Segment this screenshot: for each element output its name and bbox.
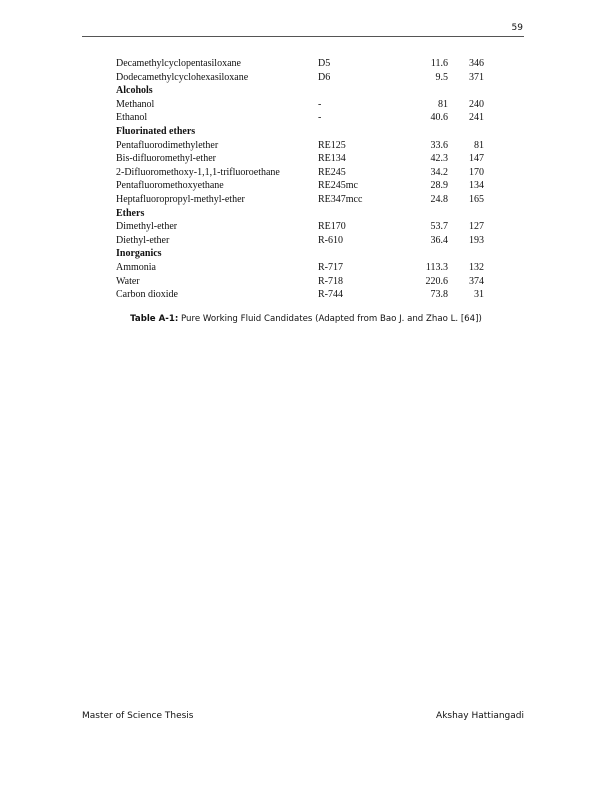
code-cell: RE245mc [318,180,358,192]
code-cell: D6 [318,71,331,83]
code-cell: RE347mcc [318,193,363,205]
table-row [116,71,484,85]
code-cell: RE134 [318,153,346,165]
pres-cell: 134 [469,180,484,192]
pres-cell: 193 [469,234,484,246]
temp-cell: 36.4 [430,234,448,246]
name-cell: Ethanol [116,112,148,124]
table-row [116,193,484,207]
category-row [116,247,484,261]
code-cell: R-610 [318,234,343,246]
pres-cell: 170 [469,166,484,178]
header-rule [82,36,524,37]
code-cell: R-744 [318,289,343,301]
table-row [116,220,484,234]
category-name-cell: Alcohols [116,85,153,97]
name-cell: 2-Difluoromethoxy-1,1,1-trifluoroethane [116,166,280,178]
category-row [116,125,484,139]
name-cell: Heptafluoropropyl-methyl-ether [116,193,245,205]
temp-cell: 81 [438,98,448,110]
temp-cell: 53.7 [430,221,448,233]
temp-cell: 34.2 [430,166,448,178]
table-row [116,57,484,71]
code-cell: D5 [318,58,331,69]
footer-author: Akshay Hattiangadi [436,711,524,721]
table-row [116,111,484,125]
name-cell: Diethyl-ether [116,234,170,246]
pres-cell: 374 [469,275,484,287]
category-row [116,84,484,98]
pres-cell: 346 [469,58,484,69]
pres-cell: 165 [469,193,484,205]
page-number: 59 [511,23,523,33]
table-row [116,139,484,153]
pres-cell: 371 [469,71,484,83]
name-cell: Pentafluoromethoxyethane [116,180,224,192]
table-row [116,288,484,302]
pres-cell: 147 [469,153,484,165]
pres-cell: 241 [469,112,484,124]
fluid-candidates-table [116,57,484,302]
pres-cell: 240 [469,98,484,110]
pres-cell: 132 [469,261,484,273]
table-row [116,152,484,166]
code-cell: - [318,112,322,124]
table-row [116,234,484,248]
table-row [116,275,484,289]
footer-thesis-title: Master of Science Thesis [82,711,194,721]
category-name-cell: Ethers [116,207,145,219]
name-cell: Methanol [116,98,155,110]
code-cell: RE125 [318,139,346,151]
temp-cell: 113.3 [425,261,448,273]
temp-cell: 42.3 [430,153,448,165]
name-cell: Dimethyl-ether [116,221,178,233]
category-row [116,207,484,221]
category-name-cell: Fluorinated ethers [116,125,196,137]
table-caption-label: Table A-1: [130,314,179,324]
pres-cell: 31 [474,289,484,301]
table-caption-text: Pure Working Fluid Candidates (Adapted from Bao J. and Zhao L. [64]) [178,314,482,324]
name-cell: Dodecamethylcyclohexasiloxane [116,71,249,83]
temp-cell: 40.6 [430,112,448,124]
pres-cell: 81 [474,139,484,151]
code-cell: RE170 [318,221,346,233]
category-name-cell: Inorganics [116,248,162,260]
code-cell: R-718 [318,275,343,287]
temp-cell: 9.5 [435,71,448,83]
name-cell: Decamethylcyclopentasiloxane [116,58,241,69]
table-row [116,166,484,180]
table-caption [0,314,612,324]
table-row [116,179,484,193]
temp-cell: 73.8 [430,289,448,301]
temp-cell: 24.8 [430,193,448,205]
name-cell: Pentafluorodimethylether [116,139,219,151]
table-row [116,261,484,275]
temp-cell: 33.6 [430,139,448,151]
name-cell: Bis-difluoromethyl-ether [116,153,216,165]
code-cell: R-717 [318,261,343,273]
name-cell: Water [116,275,140,287]
pres-cell: 127 [469,221,484,233]
temp-cell: 220.6 [425,275,448,287]
code-cell: RE245 [318,166,346,178]
name-cell: Ammonia [116,261,156,273]
table-row [116,98,484,112]
temp-cell: 11.6 [430,58,448,69]
code-cell: - [318,98,322,110]
name-cell: Carbon dioxide [116,289,178,301]
temp-cell: 28.9 [430,180,448,192]
